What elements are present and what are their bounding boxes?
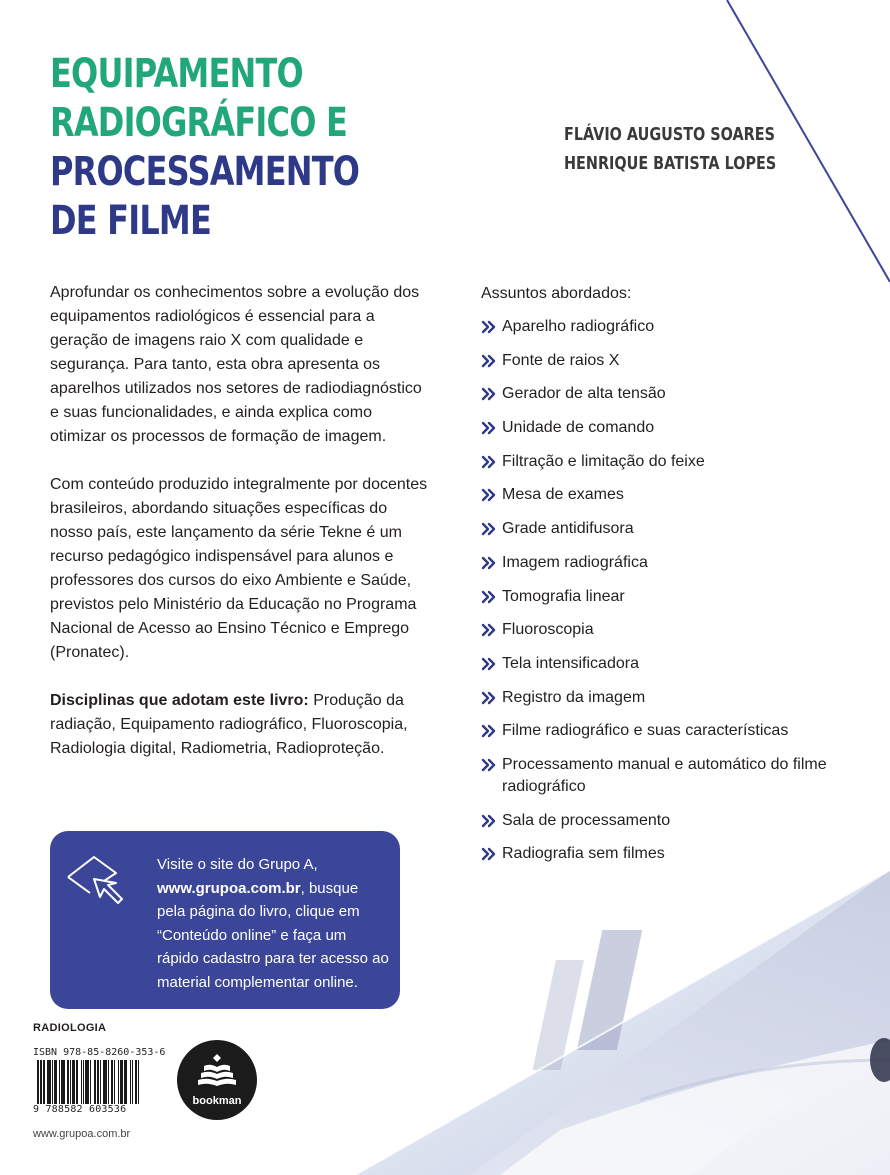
subject-item-label: Tomografia linear bbox=[502, 587, 625, 605]
subject-items bbox=[481, 316, 841, 865]
subject-item-label: Tela intensificadora bbox=[502, 654, 639, 672]
barcode-bar bbox=[120, 1060, 121, 1104]
double-chevron-right-icon bbox=[481, 813, 497, 829]
double-chevron-right-icon bbox=[481, 757, 497, 773]
barcode-bar bbox=[67, 1060, 69, 1104]
subject-item bbox=[481, 653, 841, 675]
subject-item-label: Registro da imagem bbox=[502, 688, 646, 706]
title-line-4: DE FILME bbox=[50, 198, 212, 244]
subjects-list bbox=[481, 283, 841, 877]
subject-item bbox=[481, 843, 841, 865]
subject-item bbox=[481, 619, 841, 641]
subject-item bbox=[481, 316, 841, 338]
barcode-bar bbox=[49, 1060, 51, 1104]
barcode-bar bbox=[130, 1060, 131, 1104]
description bbox=[50, 281, 430, 761]
site-info-text bbox=[157, 853, 389, 994]
barcode-bar bbox=[48, 1060, 49, 1104]
double-chevron-right-icon bbox=[481, 521, 497, 537]
site-url[interactable]: www.grupoa.com.br bbox=[157, 879, 301, 897]
subjects-heading: Assuntos abordados: bbox=[481, 285, 632, 302]
logo-text: bookman bbox=[192, 1095, 242, 1107]
subject-item-label: Unidade de comando bbox=[502, 419, 655, 437]
publisher-url[interactable]: www.grupoa.com.br bbox=[33, 1128, 131, 1140]
subject-item-label: Radiografia sem filmes bbox=[502, 845, 665, 863]
book-title bbox=[50, 50, 359, 246]
subject-item bbox=[481, 484, 841, 506]
barcode-bar bbox=[136, 1060, 137, 1104]
double-chevron-right-icon bbox=[481, 555, 497, 571]
double-chevron-right-icon bbox=[481, 353, 497, 369]
subject-item bbox=[481, 451, 841, 473]
barcode-bar bbox=[54, 1060, 55, 1104]
authors bbox=[520, 120, 777, 178]
barcode-bar bbox=[97, 1060, 99, 1104]
double-chevron-right-icon bbox=[481, 723, 497, 739]
barcode-bar bbox=[112, 1060, 113, 1104]
subject-item-label: Imagem radiográfica bbox=[502, 553, 648, 571]
site-text-part: Visite o site do Grupo A, bbox=[157, 856, 318, 873]
double-chevron-right-icon bbox=[481, 846, 497, 862]
double-chevron-right-icon bbox=[481, 690, 497, 706]
subject-item bbox=[481, 720, 841, 742]
subject-item bbox=[481, 417, 841, 439]
subject-item-label: Aparelho radiográfico bbox=[502, 318, 655, 335]
barcode-bar bbox=[138, 1060, 139, 1104]
subject-item bbox=[481, 552, 841, 574]
author-name: HENRIQUE BATISTA LOPES bbox=[564, 153, 777, 174]
double-chevron-right-icon bbox=[481, 487, 497, 503]
barcode-bar bbox=[88, 1060, 89, 1104]
barcode-bar bbox=[61, 1060, 63, 1104]
barcode-number: 9 788582 603536 bbox=[33, 1104, 141, 1115]
title-line-2: RADIOGRÁFICO E bbox=[50, 100, 348, 146]
barcode-bar bbox=[103, 1060, 105, 1104]
barcode-bar bbox=[124, 1060, 125, 1104]
subject-item-label: Mesa de exames bbox=[502, 486, 624, 504]
barcode-bar bbox=[114, 1060, 115, 1104]
disciplines-text: Produção da radiação, Equipamento radiográfico, Fluoroscopia, Radiologia digital, Radiometria, Radioproteção. bbox=[50, 692, 408, 757]
subject-item-label: Fonte de raios X bbox=[502, 351, 620, 369]
barcode-bar bbox=[85, 1060, 87, 1104]
barcode-bar bbox=[90, 1060, 91, 1110]
subject-item-label: Grade antidifusora bbox=[502, 520, 634, 538]
double-chevron-right-icon bbox=[481, 420, 497, 436]
barcode-bar bbox=[59, 1060, 60, 1104]
site-text-part: , busque pela página do livro, clique em “Conteúdo online” e faça um rápido cadastro para ter acesso ao material complementar online. bbox=[157, 879, 389, 991]
book-stack-icon bbox=[177, 1040, 257, 1120]
barcode-bar bbox=[76, 1060, 77, 1104]
subject-item bbox=[481, 383, 841, 405]
subject-item-label: Gerador de alta tensão bbox=[502, 385, 666, 403]
author-name: FLÁVIO AUGUSTO SOARES bbox=[564, 124, 775, 145]
barcode-bar bbox=[77, 1060, 78, 1104]
double-chevron-right-icon bbox=[481, 622, 497, 638]
barcode-bar bbox=[108, 1060, 109, 1104]
subject-item-label: Fluoroscopia bbox=[502, 621, 594, 639]
description-paragraph: Aprofundar os conhecimentos sobre a evolução dos equipamentos radiológicos é essencial para a geração de imagens raio X com qualidade e segurança. Para tanto, esta obra apresenta os aparelhos utilizados nos setores de radiodiagnóstico e suas funcionalidades, e ainda explica como otimizar os processos de formação de imagem. bbox=[50, 284, 422, 445]
barcode-bar bbox=[126, 1060, 127, 1104]
disciplines-label: Disciplinas que adotam este livro: bbox=[50, 692, 309, 709]
barcode-bar bbox=[70, 1060, 71, 1104]
barcode-bar bbox=[111, 1060, 112, 1104]
barcode-bar bbox=[55, 1060, 57, 1104]
barcode-bar bbox=[87, 1060, 88, 1104]
barcode-bar bbox=[81, 1060, 82, 1104]
double-chevron-right-icon bbox=[481, 454, 497, 470]
barcode-bar bbox=[40, 1060, 41, 1110]
title-line-1: EQUIPAMENTO bbox=[50, 51, 303, 97]
barcode-bar bbox=[106, 1060, 107, 1104]
barcode-bar bbox=[100, 1060, 101, 1104]
subject-item-label: Filtração e limitação do feixe bbox=[502, 452, 705, 470]
barcode-bar bbox=[47, 1060, 48, 1104]
barcode-bar bbox=[43, 1060, 45, 1104]
barcode-bar bbox=[95, 1060, 96, 1104]
barcode-bar bbox=[118, 1060, 119, 1104]
barcode-bar bbox=[121, 1060, 123, 1104]
barcode-bar bbox=[37, 1060, 39, 1110]
double-chevron-right-icon bbox=[481, 319, 497, 335]
barcode-bar bbox=[125, 1060, 126, 1104]
category-label: RADIOLOGIA bbox=[33, 1022, 107, 1034]
isbn: ISBN 978-85-8260-353-6 bbox=[33, 1047, 166, 1058]
subject-item bbox=[481, 810, 841, 832]
subject-item-label: Processamento manual e automático do filme radiográfico bbox=[502, 755, 827, 795]
barcode-bar bbox=[94, 1060, 95, 1104]
barcode-bar bbox=[63, 1060, 64, 1104]
barcode-bar bbox=[132, 1060, 133, 1104]
barcode-bar bbox=[64, 1060, 65, 1104]
subject-item bbox=[481, 586, 841, 608]
barcode-bar bbox=[41, 1060, 42, 1104]
barcode-bar bbox=[105, 1060, 106, 1104]
barcode-bar bbox=[83, 1060, 84, 1104]
title-line-3: PROCESSAMENTO bbox=[50, 149, 360, 195]
subject-item bbox=[481, 754, 841, 798]
double-chevron-right-icon bbox=[481, 386, 497, 402]
description-paragraph: Com conteúdo produzido integralmente por docentes brasileiros, abordando situações específicas do nosso país, este lançamento da série Tekne é um recurso pedagógico indispensável para alunos e professores dos cursos do eixo Ambiente e Saúde, previstos pelo Ministério da Educação no Programa Nacional de Acesso ao Ensino Técnico e Emprego (Pronatec). bbox=[50, 476, 428, 661]
barcode-bar bbox=[52, 1060, 53, 1104]
cursor-click-icon bbox=[64, 851, 140, 907]
subject-item-label: Filme radiográfico e suas características bbox=[502, 722, 789, 740]
subject-item bbox=[481, 350, 841, 372]
disciplines bbox=[50, 689, 430, 761]
double-chevron-right-icon bbox=[481, 656, 497, 672]
site-info-box bbox=[50, 831, 400, 1009]
subject-item-label: Sala de processamento bbox=[502, 811, 671, 829]
barcode-bar bbox=[135, 1060, 136, 1104]
barcode-bar bbox=[73, 1060, 75, 1104]
double-chevron-right-icon bbox=[481, 589, 497, 605]
barcode-bar bbox=[72, 1060, 73, 1104]
subject-item bbox=[481, 518, 841, 540]
bookman-logo bbox=[177, 1040, 257, 1120]
subject-item bbox=[481, 687, 841, 709]
